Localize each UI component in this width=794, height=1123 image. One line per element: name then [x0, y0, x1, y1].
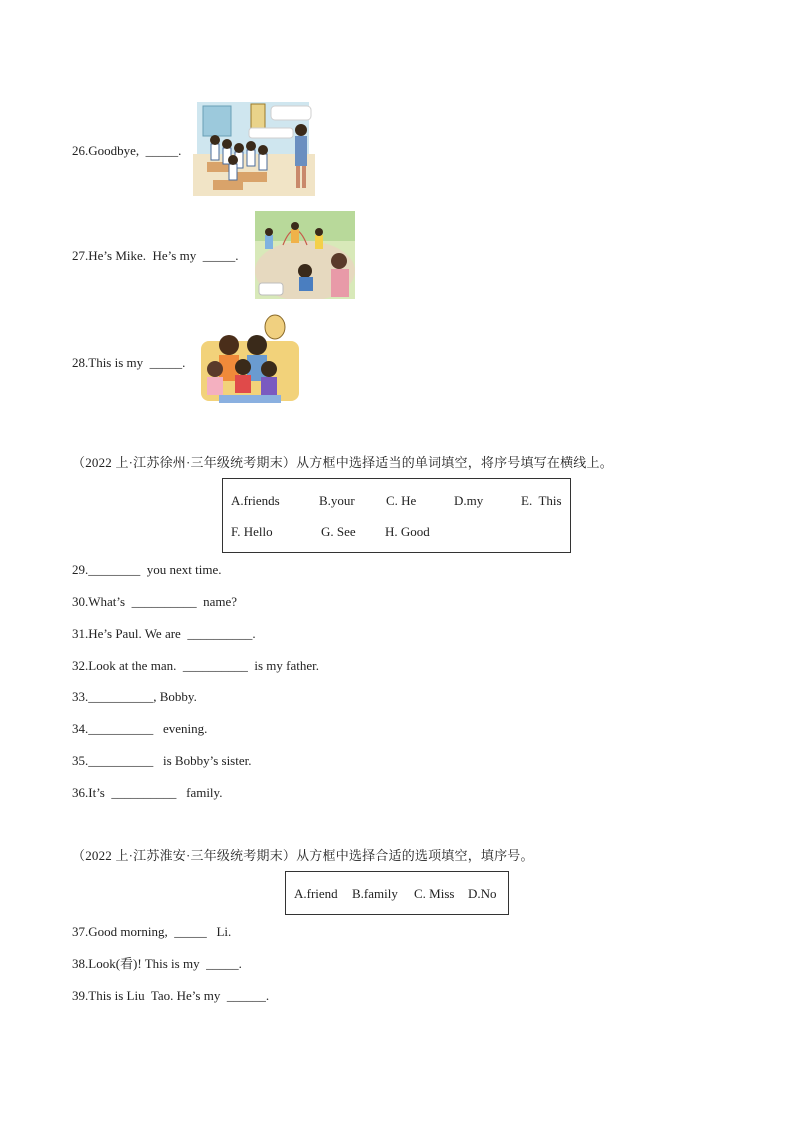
- option-a: A.friends: [231, 493, 280, 508]
- option-f: F. Hello: [231, 524, 273, 539]
- option-d: D.No: [468, 886, 497, 901]
- option-e: E. This: [521, 493, 562, 508]
- option-b: B.your: [319, 493, 355, 508]
- option-c: C. He: [386, 493, 417, 508]
- question-29: 29.________ you next time.: [72, 562, 222, 577]
- question-33: 33.__________, Bobby.: [72, 689, 197, 704]
- classroom-illustration: [193, 100, 315, 196]
- option-g: G. See: [321, 524, 356, 539]
- question-35: 35.__________ is Bobby’s sister.: [72, 753, 252, 768]
- question-39: 39.This is Liu Tao. He’s my ______.: [72, 988, 270, 1003]
- question-38: 38.Look(看)! This is my _____.: [72, 956, 242, 971]
- option-b: B.family: [352, 886, 398, 901]
- question-27: 27.He’s Mike. He’s my _____.: [72, 248, 239, 263]
- question-28: 28.This is my _____.: [72, 355, 186, 370]
- section-1-heading: （2022 上·江苏徐州·三年级统考期末）从方框中选择适当的单词填空，将序号填写在横线上。: [72, 455, 613, 470]
- family-illustration: [199, 311, 303, 411]
- question-36: 36.It’s __________ family.: [72, 785, 223, 800]
- question-37: 37.Good morning, _____ Li.: [72, 924, 232, 939]
- playground-illustration: [255, 211, 355, 299]
- option-c: C. Miss: [414, 886, 455, 901]
- option-h: H. Good: [385, 524, 430, 539]
- option-a: A.friend: [294, 886, 338, 901]
- section-1-option-box: [222, 478, 571, 553]
- question-26: 26.Goodbye, _____.: [72, 143, 182, 158]
- question-34: 34.__________ evening.: [72, 721, 208, 736]
- section-2-heading: （2022 上·江苏淮安·三年级统考期末）从方框中选择合适的选项填空，填序号。: [72, 848, 534, 863]
- option-d: D.my: [454, 493, 484, 508]
- question-32: 32.Look at the man. __________ is my father.: [72, 658, 319, 673]
- question-31: 31.He’s Paul. We are __________.: [72, 626, 256, 641]
- section-2-option-box: [285, 871, 509, 915]
- question-30: 30.What’s __________ name?: [72, 594, 237, 609]
